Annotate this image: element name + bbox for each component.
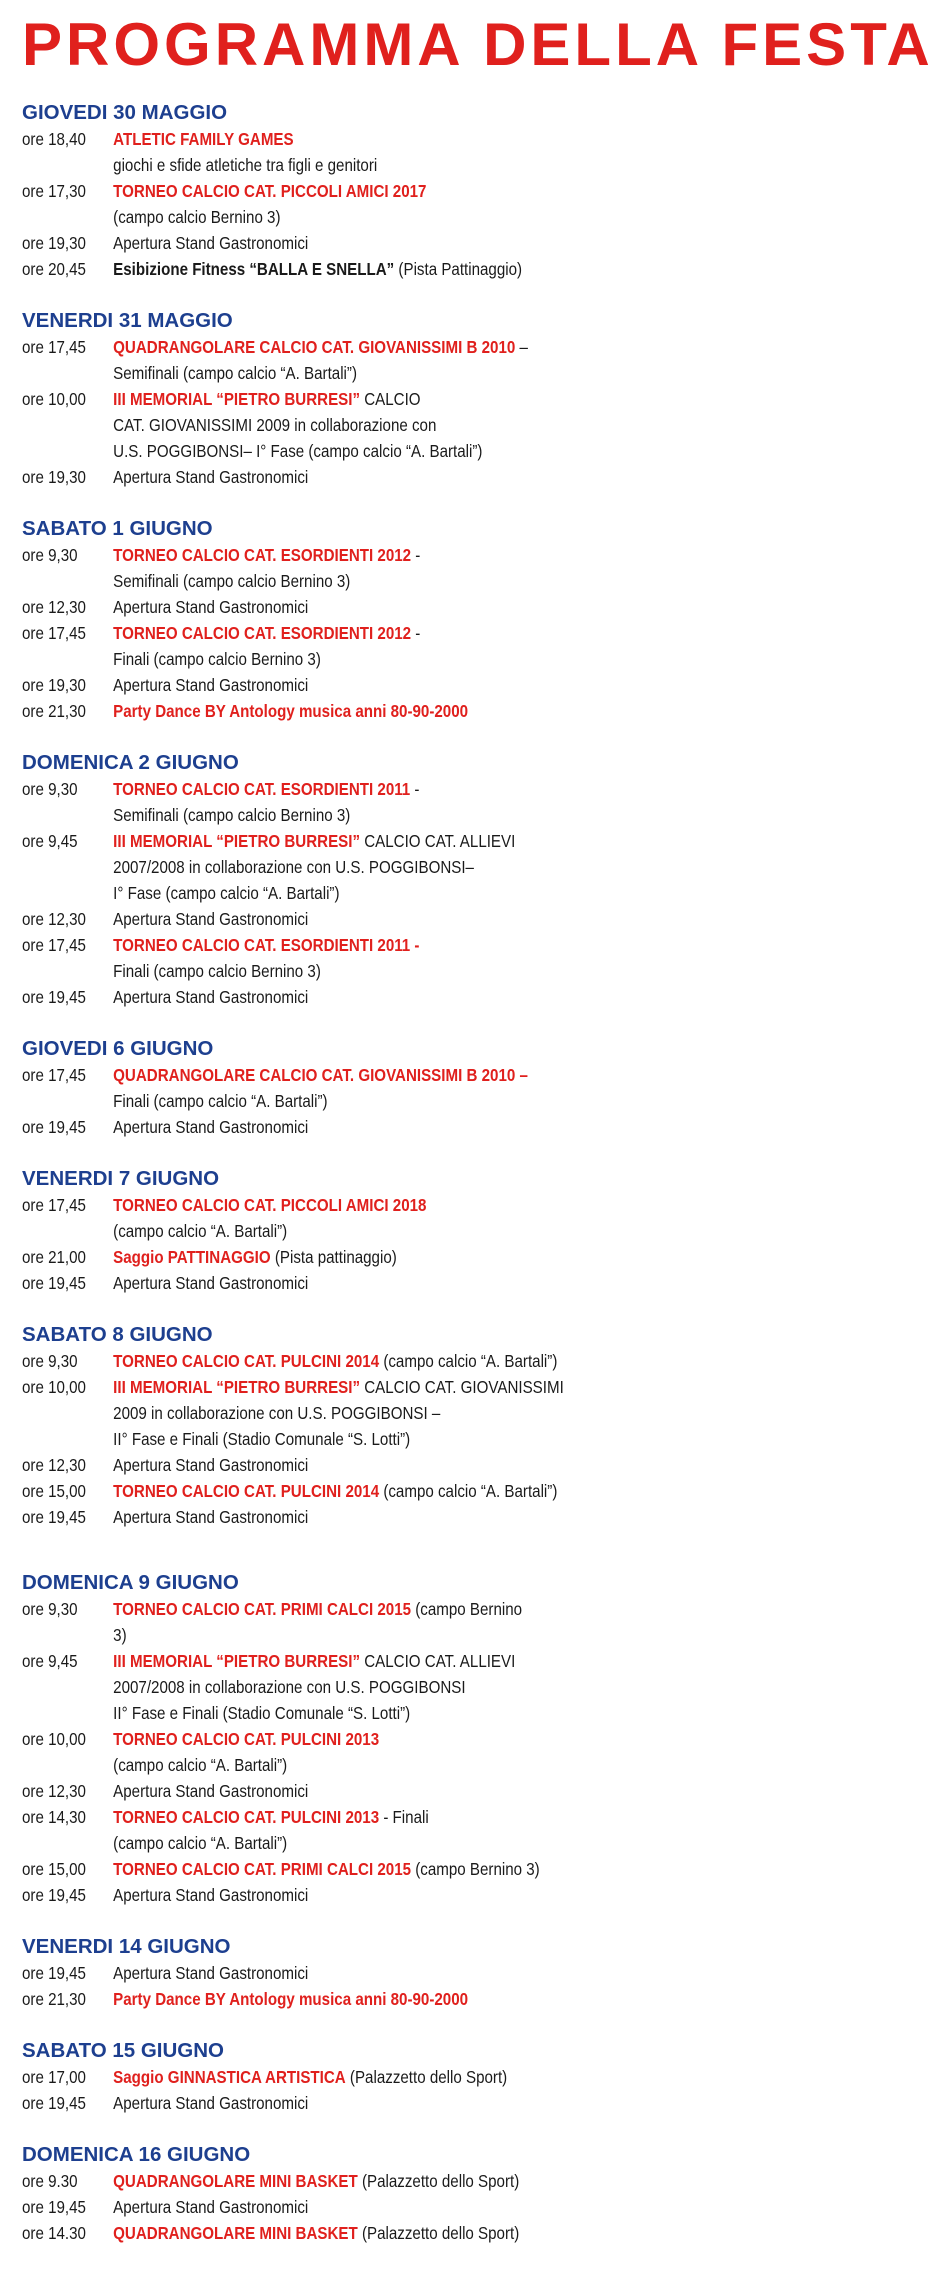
entry-time: ore 17,45 xyxy=(22,1195,86,1215)
entry-time: ore 17,30 xyxy=(22,181,86,201)
entry-description xyxy=(113,1986,538,2012)
description-line xyxy=(113,1062,538,1088)
program-entry xyxy=(22,1882,538,1908)
day-section xyxy=(22,1166,922,1296)
description-line xyxy=(113,1648,538,1674)
description-line xyxy=(113,802,538,828)
entry-time: ore 12,30 xyxy=(22,1455,86,1475)
event-detail: Apertura Stand Gastronomici xyxy=(113,1885,309,1905)
entry-time: ore 10,00 xyxy=(22,1729,86,1749)
entry-description xyxy=(113,1648,538,1726)
day-title: DOMENICA 9 GIUGNO xyxy=(22,1571,239,1594)
event-detail: Apertura Stand Gastronomici xyxy=(113,909,309,929)
event-name: Saggio GINNASTICA ARTISTICA xyxy=(113,2067,346,2087)
program-entry xyxy=(22,776,538,828)
entry-time: ore 21,00 xyxy=(22,1247,86,1267)
entry-time: ore 19,45 xyxy=(22,2093,86,2113)
description-line xyxy=(113,1192,538,1218)
entry-time: ore 14.30 xyxy=(22,2223,86,2243)
program-entry xyxy=(22,2090,538,2116)
description-line xyxy=(113,2064,538,2090)
entry-description xyxy=(113,2220,538,2246)
description-line xyxy=(113,1426,538,1452)
entry-description xyxy=(113,230,538,256)
entry-description xyxy=(113,542,538,594)
program-entry xyxy=(22,1726,538,1778)
day-title: DOMENICA 2 GIUGNO xyxy=(22,751,239,774)
day-section xyxy=(22,1934,922,2012)
description-line xyxy=(113,542,538,568)
program-entry xyxy=(22,1270,538,1296)
description-line xyxy=(113,1674,538,1700)
event-detail: - xyxy=(411,545,421,565)
description-line xyxy=(113,1856,538,1882)
entry-time: ore 12,30 xyxy=(22,597,86,617)
description-line xyxy=(113,386,538,412)
entry-description xyxy=(113,1348,558,1374)
day-section xyxy=(22,2038,922,2116)
description-line xyxy=(113,152,538,178)
entry-description xyxy=(113,1504,538,1530)
description-line xyxy=(113,984,538,1010)
entry-description xyxy=(113,1062,538,1114)
day-section xyxy=(22,516,922,724)
description-line xyxy=(113,646,538,672)
event-detail: Apertura Stand Gastronomici xyxy=(113,1117,309,1137)
description-line xyxy=(113,568,538,594)
description-line xyxy=(113,204,538,230)
event-name: QUADRANGOLARE MINI BASKET xyxy=(113,2223,358,2243)
description-line xyxy=(113,2090,538,2116)
entry-time: ore 17,45 xyxy=(22,623,86,643)
description-line xyxy=(113,1452,538,1478)
entry-time: ore 9,30 xyxy=(22,1599,78,1619)
entry-description xyxy=(113,1244,538,1270)
entry-time: ore 18,40 xyxy=(22,129,86,149)
program-entry xyxy=(22,906,538,932)
description-line xyxy=(113,1830,538,1856)
program-entry xyxy=(22,620,538,672)
program-entry xyxy=(22,386,538,464)
event-name: TORNEO CALCIO CAT. ESORDIENTI 2012 xyxy=(113,623,412,643)
program-entry xyxy=(22,984,538,1010)
day-section xyxy=(22,308,922,490)
event-detail: I° Fase (campo calcio “A. Bartali”) xyxy=(113,883,340,903)
event-detail: (campo calcio “A. Bartali”) xyxy=(379,1351,558,1371)
entry-description xyxy=(113,464,538,490)
event-name: TORNEO CALCIO CAT. PICCOLI AMICI 2017 xyxy=(113,181,427,201)
day-section xyxy=(22,100,922,282)
day-section xyxy=(22,750,922,1010)
program-entry xyxy=(22,932,538,984)
event-name: III MEMORIAL “PIETRO BURRESI” xyxy=(113,831,361,851)
program-entry xyxy=(22,1960,538,1986)
entry-time: ore 19,45 xyxy=(22,1273,86,1293)
event-name: TORNEO CALCIO CAT. PICCOLI AMICI 2018 xyxy=(113,1195,427,1215)
program-entry xyxy=(22,2194,538,2220)
entry-description xyxy=(113,594,538,620)
program-list xyxy=(22,100,922,2246)
entry-time: ore 15,00 xyxy=(22,1859,86,1879)
program-entry xyxy=(22,1778,538,1804)
program-entry xyxy=(22,1804,538,1856)
event-detail: Apertura Stand Gastronomici xyxy=(113,1455,309,1475)
entry-time: ore 21,30 xyxy=(22,701,86,721)
program-entry xyxy=(22,542,538,594)
entry-time: ore 19,45 xyxy=(22,1885,86,1905)
description-line xyxy=(113,2168,538,2194)
day-section xyxy=(22,1570,922,1908)
description-line xyxy=(113,2194,538,2220)
event-detail: giochi e sfide atletiche tra figli e genitori xyxy=(113,155,378,175)
day-section xyxy=(22,1322,922,1530)
description-line xyxy=(113,360,538,386)
description-line xyxy=(113,880,538,906)
event-detail: Finali (campo calcio Bernino 3) xyxy=(113,649,321,669)
event-detail: 2007/2008 in collaborazione con U.S. POGGIBONSI– xyxy=(113,857,474,877)
program-entry xyxy=(22,1192,538,1244)
program-entry xyxy=(22,334,538,386)
program-entry xyxy=(22,2220,538,2246)
entry-time: ore 9,45 xyxy=(22,1651,78,1671)
event-detail: Apertura Stand Gastronomici xyxy=(113,1507,309,1527)
program-entry xyxy=(22,828,538,906)
entry-description xyxy=(113,828,538,906)
event-name: TORNEO CALCIO CAT. ESORDIENTI 2011 xyxy=(113,779,411,799)
page-title: PROGRAMMA DELLA FESTA xyxy=(22,11,934,78)
entry-time: ore 15,00 xyxy=(22,1481,86,1501)
program-entry xyxy=(22,1114,538,1140)
description-line xyxy=(113,906,538,932)
entry-description xyxy=(113,2064,538,2090)
description-line xyxy=(113,1726,538,1752)
entry-description xyxy=(113,1856,538,1882)
entry-description xyxy=(113,1960,538,1986)
entry-time: ore 9,30 xyxy=(22,545,78,565)
entry-description xyxy=(113,126,538,178)
event-name: III MEMORIAL “PIETRO BURRESI” xyxy=(113,1651,361,1671)
description-line xyxy=(113,932,538,958)
day-title: DOMENICA 16 GIUGNO xyxy=(22,2143,251,2166)
event-detail: (campo calcio “A. Bartali”) xyxy=(379,1481,558,1501)
event-name: TORNEO CALCIO CAT. PRIMI CALCI 2015 xyxy=(113,1599,412,1619)
event-detail: CAT. GIOVANISSIMI 2009 in collaborazione con xyxy=(113,415,437,435)
day-title: VENERDI 31 MAGGIO xyxy=(22,309,233,332)
day-title: GIOVEDI 30 MAGGIO xyxy=(22,101,228,124)
program-entry xyxy=(22,126,538,178)
event-detail: (campo calcio “A. Bartali”) xyxy=(113,1833,288,1853)
entry-description xyxy=(113,386,538,464)
event-name: TORNEO CALCIO CAT. PULCINI 2014 xyxy=(113,1481,380,1501)
program-entry xyxy=(22,698,538,724)
program-entry xyxy=(22,230,538,256)
entry-description xyxy=(113,178,538,230)
event-name: III MEMORIAL “PIETRO BURRESI” xyxy=(113,1377,361,1397)
entry-time: ore 17,45 xyxy=(22,1065,86,1085)
program-entry xyxy=(22,1504,538,1530)
event-detail: Apertura Stand Gastronomici xyxy=(113,1273,309,1293)
event-detail: Apertura Stand Gastronomici xyxy=(113,2093,309,2113)
program-entry xyxy=(22,1596,538,1648)
description-line xyxy=(113,1088,538,1114)
description-line xyxy=(113,620,538,646)
event-detail: Semifinali (campo calcio Bernino 3) xyxy=(113,571,351,591)
entry-description xyxy=(113,1804,538,1856)
description-line xyxy=(113,1622,538,1648)
description-line xyxy=(113,334,538,360)
event-detail: Apertura Stand Gastronomici xyxy=(113,1781,309,1801)
entry-description xyxy=(113,932,538,984)
description-line xyxy=(113,1244,538,1270)
day-title: SABATO 1 GIUGNO xyxy=(22,517,213,540)
event-detail: 3) xyxy=(113,1625,127,1645)
entry-time: ore 17,45 xyxy=(22,935,86,955)
entry-time: ore 19,45 xyxy=(22,1963,86,1983)
entry-description xyxy=(113,334,538,386)
event-detail: Apertura Stand Gastronomici xyxy=(113,1963,309,1983)
program-entry xyxy=(22,1986,538,2012)
program-entry xyxy=(22,178,538,230)
entry-time: ore 19,45 xyxy=(22,987,86,1007)
entry-time: ore 9,30 xyxy=(22,779,78,799)
event-detail: CALCIO CAT. ALLIEVI xyxy=(360,831,516,851)
program-entry xyxy=(22,1062,538,1114)
event-name: Party Dance BY Antology musica anni 80-90-2000 xyxy=(113,1989,469,2009)
day-title: VENERDI 14 GIUGNO xyxy=(22,1935,231,1958)
entry-time: ore 17,00 xyxy=(22,2067,86,2087)
description-line xyxy=(113,594,538,620)
event-detail: Apertura Stand Gastronomici xyxy=(113,467,309,487)
entry-time: ore 20,45 xyxy=(22,259,86,279)
entry-description xyxy=(113,2194,538,2220)
entry-description xyxy=(113,1596,538,1648)
event-name: QUADRANGOLARE MINI BASKET xyxy=(113,2171,358,2191)
description-line xyxy=(113,958,538,984)
description-line xyxy=(113,1986,538,2012)
entry-description xyxy=(113,1452,538,1478)
description-line xyxy=(113,1504,538,1530)
program-entry xyxy=(22,464,538,490)
entry-description xyxy=(113,1778,538,1804)
description-line xyxy=(113,1114,538,1140)
entry-description xyxy=(113,2168,538,2194)
entry-description xyxy=(113,620,538,672)
event-detail: CALCIO xyxy=(360,389,421,409)
day-section xyxy=(22,2142,922,2246)
program-entry xyxy=(22,256,538,282)
entry-time: ore 12,30 xyxy=(22,1781,86,1801)
event-detail: - Finali xyxy=(379,1807,429,1827)
description-line xyxy=(113,672,538,698)
event-detail: (Pista Pattinaggio) xyxy=(394,259,523,279)
description-line xyxy=(113,438,538,464)
program-entry xyxy=(22,1452,538,1478)
program-entry xyxy=(22,672,538,698)
description-line xyxy=(113,1348,558,1374)
event-detail: CALCIO CAT. GIOVANISSIMI xyxy=(360,1377,564,1397)
event-detail: Apertura Stand Gastronomici xyxy=(113,597,309,617)
program-entry xyxy=(22,1348,558,1374)
event-detail: Semifinali (campo calcio Bernino 3) xyxy=(113,805,351,825)
event-detail: – xyxy=(515,337,528,357)
description-line xyxy=(113,828,538,854)
description-line xyxy=(113,776,538,802)
description-line xyxy=(113,1700,538,1726)
description-line xyxy=(113,1270,538,1296)
description-line xyxy=(113,1400,538,1426)
entry-description xyxy=(113,2090,538,2116)
event-detail: (campo calcio Bernino 3) xyxy=(113,207,281,227)
event-detail: CALCIO CAT. ALLIEVI xyxy=(360,1651,516,1671)
day-title: GIOVEDI 6 GIUGNO xyxy=(22,1037,214,1060)
event-detail: - xyxy=(410,779,420,799)
description-line xyxy=(113,464,538,490)
entry-description xyxy=(113,1374,564,1452)
event-detail: - xyxy=(411,623,421,643)
program-entry xyxy=(22,594,538,620)
event-name: TORNEO CALCIO CAT. PULCINI 2014 xyxy=(113,1351,380,1371)
program-entry xyxy=(22,2064,538,2090)
event-name: TORNEO CALCIO CAT. PULCINI 2013 xyxy=(113,1807,380,1827)
description-line xyxy=(113,698,538,724)
entry-description xyxy=(113,698,538,724)
entry-time: ore 9.30 xyxy=(22,2171,78,2191)
entry-time: ore 19,30 xyxy=(22,233,86,253)
entry-time: ore 19,45 xyxy=(22,2197,86,2217)
description-line xyxy=(113,2220,538,2246)
description-line xyxy=(113,1218,538,1244)
event-detail: (campo Bernino 3) xyxy=(411,1859,540,1879)
entry-time: ore 19,45 xyxy=(22,1507,86,1527)
event-name: QUADRANGOLARE CALCIO CAT. GIOVANISSIMI B 2010 xyxy=(113,337,516,357)
description-line xyxy=(113,1960,538,1986)
event-detail: Apertura Stand Gastronomici xyxy=(113,2197,309,2217)
entry-description xyxy=(113,256,538,282)
day-section xyxy=(22,1036,922,1140)
entry-time: ore 12,30 xyxy=(22,909,86,929)
description-line xyxy=(113,854,538,880)
event-detail: (campo calcio “A. Bartali”) xyxy=(113,1221,288,1241)
event-detail: (campo Bernino xyxy=(411,1599,523,1619)
day-title: VENERDI 7 GIUGNO xyxy=(22,1167,220,1190)
entry-description xyxy=(113,1192,538,1244)
entry-description xyxy=(113,1882,538,1908)
program-entry xyxy=(22,2168,538,2194)
event-detail: 2007/2008 in collaborazione con U.S. POGGIBONSI xyxy=(113,1677,466,1697)
day-title: SABATO 8 GIUGNO xyxy=(22,1323,213,1346)
entry-time: ore 10,00 xyxy=(22,1377,86,1397)
entry-time: ore 9,45 xyxy=(22,831,78,851)
description-line xyxy=(113,1478,558,1504)
event-name: Saggio PATTINAGGIO xyxy=(113,1247,271,1267)
entry-description xyxy=(113,1114,538,1140)
event-name: TORNEO CALCIO CAT. PRIMI CALCI 2015 xyxy=(113,1859,412,1879)
entry-time: ore 14,30 xyxy=(22,1807,86,1827)
entry-time: ore 10,00 xyxy=(22,389,86,409)
program-entry xyxy=(22,1478,558,1504)
entry-time: ore 21,30 xyxy=(22,1989,86,2009)
description-line xyxy=(113,178,538,204)
event-name: TORNEO CALCIO CAT. ESORDIENTI 2012 xyxy=(113,545,412,565)
event-detail: 2009 in collaborazione con U.S. POGGIBONSI – xyxy=(113,1403,441,1423)
program-entry xyxy=(22,1856,538,1882)
event-detail: (Palazzetto dello Sport) xyxy=(357,2171,520,2191)
description-line xyxy=(113,1596,538,1622)
entry-description xyxy=(113,906,538,932)
event-detail: U.S. POGGIBONSI– I° Fase (campo calcio “A. Bartali”) xyxy=(113,441,483,461)
event-name: Party Dance BY Antology musica anni 80-90-2000 xyxy=(113,701,469,721)
event-detail: II° Fase e Finali (Stadio Comunale “S. Lotti”) xyxy=(113,1703,411,1723)
event-detail: Esibizione Fitness “BALLA E SNELLA” xyxy=(113,259,395,279)
event-detail: (Palazzetto dello Sport) xyxy=(345,2067,508,2087)
entry-time: ore 19,45 xyxy=(22,1117,86,1137)
event-detail: Apertura Stand Gastronomici xyxy=(113,675,309,695)
program-entry xyxy=(22,1648,538,1726)
description-line xyxy=(113,230,538,256)
description-line xyxy=(113,412,538,438)
description-line xyxy=(113,1374,564,1400)
entry-time: ore 19,30 xyxy=(22,467,86,487)
entry-description xyxy=(113,672,538,698)
event-detail: (Palazzetto dello Sport) xyxy=(357,2223,520,2243)
event-name: TORNEO CALCIO CAT. PULCINI 2013 xyxy=(113,1729,380,1749)
event-detail: (Pista pattinaggio) xyxy=(270,1247,397,1267)
description-line xyxy=(113,1752,538,1778)
event-name: III MEMORIAL “PIETRO BURRESI” xyxy=(113,389,361,409)
event-name: QUADRANGOLARE CALCIO CAT. GIOVANISSIMI B 2010 – xyxy=(113,1065,528,1085)
entry-description xyxy=(113,776,538,828)
event-detail: Finali (campo calcio “A. Bartali”) xyxy=(113,1091,328,1111)
event-detail: (campo calcio “A. Bartali”) xyxy=(113,1755,288,1775)
event-name: ATLETIC FAMILY GAMES xyxy=(113,129,294,149)
event-detail: II° Fase e Finali (Stadio Comunale “S. Lotti”) xyxy=(113,1429,411,1449)
event-name: TORNEO CALCIO CAT. ESORDIENTI 2011 - xyxy=(113,935,420,955)
event-detail: Semifinali (campo calcio “A. Bartali”) xyxy=(113,363,358,383)
entry-time: ore 9,30 xyxy=(22,1351,78,1371)
description-line xyxy=(113,1882,538,1908)
event-detail: Apertura Stand Gastronomici xyxy=(113,233,309,253)
description-line xyxy=(113,256,538,282)
event-detail: Finali (campo calcio Bernino 3) xyxy=(113,961,321,981)
program-entry xyxy=(22,1374,564,1452)
entry-description xyxy=(113,1726,538,1778)
description-line xyxy=(113,1804,538,1830)
event-detail: Apertura Stand Gastronomici xyxy=(113,987,309,1007)
description-line xyxy=(113,1778,538,1804)
entry-description xyxy=(113,984,538,1010)
program-entry xyxy=(22,1244,538,1270)
entry-description xyxy=(113,1270,538,1296)
entry-time: ore 19,30 xyxy=(22,675,86,695)
entry-description xyxy=(113,1478,558,1504)
description-line xyxy=(113,126,538,152)
day-title: SABATO 15 GIUGNO xyxy=(22,2039,224,2062)
entry-time: ore 17,45 xyxy=(22,337,86,357)
